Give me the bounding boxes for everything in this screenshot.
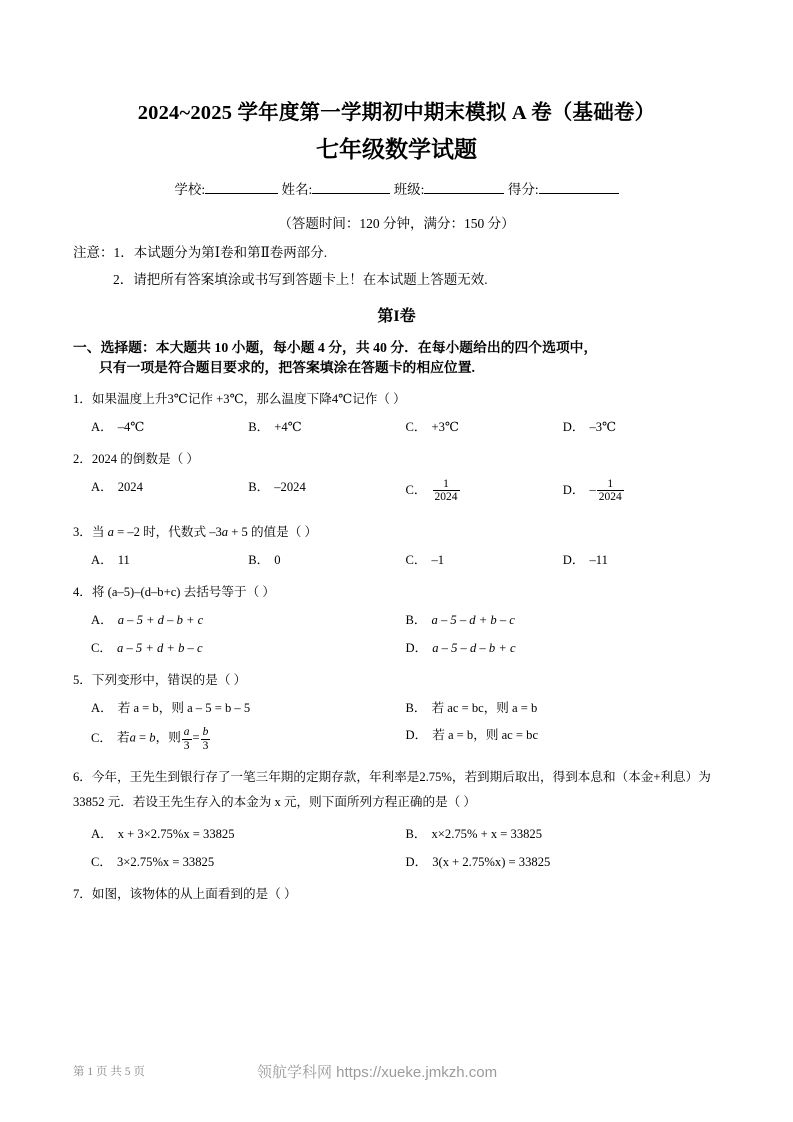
option-a[interactable]: A． 11 (91, 553, 130, 568)
question-2 (73, 439, 720, 512)
notice-line-1: 注意：1．本试题分为第Ⅰ卷和第Ⅱ卷两部分. (73, 245, 328, 261)
school-label: 学校: (174, 182, 206, 198)
option-b[interactable]: B． +4℃ (248, 420, 302, 435)
option-row (91, 639, 720, 660)
question-7 (73, 874, 720, 904)
option-a[interactable]: A． –4℃ (91, 420, 145, 435)
option-c[interactable]: C． $\frac{1}{2024}$ (405, 478, 458, 504)
school-blank[interactable] (205, 181, 278, 195)
option-a[interactable]: A． x + 3×2.75%x = 33825 (91, 827, 235, 842)
option-row (91, 478, 720, 512)
score-blank[interactable] (539, 181, 619, 195)
footer-watermark: 领航学科网 https://xueke.jmkzh.com (257, 1064, 498, 1081)
question-7-stem: 7．如图，该物体的从上面看到的是（ ） (73, 887, 297, 901)
question-5-stem: 5．下列变形中，错误的是（ ） (73, 672, 247, 687)
name-label: 姓名: (281, 182, 313, 198)
notice-line-2: 2．请把所有答案填涂或书写到答题卡上！在本试题上答题无效. (113, 271, 488, 287)
exam-timing: （答题时间：120 分钟，满分：150 分） (278, 216, 515, 232)
question-1 (73, 379, 720, 439)
question-3-stem: 3．当 a = –2 时，代数式 –3a + 5 的值是（ ） (73, 525, 318, 540)
question-2-stem: 2．2024 的倒数是（ ） (73, 452, 199, 467)
paper-part-heading: 第I卷 (377, 307, 416, 325)
class-label: 班级: (393, 182, 425, 198)
option-c[interactable]: C． 3×2.75%x = 33825 (91, 855, 215, 870)
option-row (91, 551, 720, 572)
fraction: $\frac{b}{3}$ (202, 726, 209, 752)
question-6-stem: 6．今年，王先生到银行存了一笔三年期的定期存款，年利率是2.75%，若到期后取出，得到本息和（本金+利息）为33852 元．若设王先生存入的本金为 x 元，则下面所列方程正确的是（ ） (73, 769, 711, 810)
option-b[interactable]: B． 0 (248, 553, 281, 568)
option-d[interactable]: D． –11 (562, 553, 608, 568)
fraction: $\frac{1}{2024}$ (434, 478, 458, 504)
question-5-options (73, 690, 720, 754)
footer-page-number: 第 1 页 共 5 页 (73, 1066, 145, 1078)
section-heading-line-2: 只有一项是符合题目要求的，把答案填涂在答题卡的相应位置. (99, 360, 475, 376)
option-c[interactable]: C． –1 (405, 553, 445, 568)
option-b[interactable]: B． –2024 (248, 480, 306, 495)
question-6-options (73, 816, 720, 874)
question-4 (73, 572, 720, 660)
question-4-stem: 4．将 (a–5)–(d–b+c) 去括号等于（ ） (73, 585, 275, 600)
option-row (91, 726, 720, 753)
option-c[interactable]: C． a – 5 + d + b – c (91, 640, 203, 655)
option-row (91, 611, 720, 639)
page-subtitle: 七年级数学试题 (316, 136, 477, 162)
option-a[interactable]: A． 2024 (91, 480, 143, 495)
option-a[interactable]: A． 若 a = b，则 a – 5 = b – 5 (91, 700, 251, 715)
question-3 (73, 512, 720, 572)
option-d[interactable]: D． a – 5 – d – b + c (405, 640, 516, 655)
option-b[interactable]: B． 若 ac = bc，则 a = b (405, 700, 538, 715)
question-5 (73, 660, 720, 754)
name-blank[interactable] (312, 181, 390, 195)
option-row (91, 825, 720, 853)
option-d[interactable]: D． 3(x + 2.75%x) = 33825 (405, 855, 551, 870)
section-heading-line-1: 一、选择题：本大题共 10 小题，每小题 4 分，共 40 分．在每小题给出的四个选项中， (73, 339, 598, 355)
page-footer (0, 1063, 793, 1087)
class-blank[interactable] (424, 181, 504, 195)
page-title: 2024~2025 学年度第一学期初中期末模拟 A 卷（基础卷） (137, 102, 656, 124)
option-b[interactable]: B． a – 5 – d + b – c (405, 612, 515, 627)
option-d[interactable]: D． – $\frac{1}{2024}$ (562, 478, 622, 504)
section-heading (73, 326, 720, 380)
option-row (91, 853, 720, 874)
question-1-stem: 1．如果温度上升3℃记作 +3℃，那么温度下降4℃记作（ ） (73, 392, 406, 407)
option-d[interactable]: D． 若 a = b，则 ac = bc (405, 728, 539, 743)
score-label: 得分: (507, 182, 539, 198)
fraction: $\frac{1}{2024}$ (598, 478, 622, 504)
option-d[interactable]: D． –3℃ (562, 420, 617, 435)
question-2-options (73, 469, 720, 512)
option-b[interactable]: B． x×2.75% + x = 33825 (405, 827, 543, 842)
option-row (91, 699, 720, 727)
option-a[interactable]: A． a – 5 + d – b + c (91, 612, 204, 627)
question-1-options (73, 409, 720, 439)
question-6 (73, 754, 720, 874)
option-c[interactable]: C． +3℃ (405, 420, 459, 435)
option-row (91, 418, 720, 439)
question-3-options (73, 542, 720, 572)
student-info-line (73, 164, 720, 198)
question-4-options (73, 602, 720, 660)
fraction: $\frac{a}{3}$ (183, 726, 190, 752)
option-c[interactable]: C． 若a = b，则 $\frac{a}{3}$ = $\frac{b}{3}$ (91, 726, 209, 752)
